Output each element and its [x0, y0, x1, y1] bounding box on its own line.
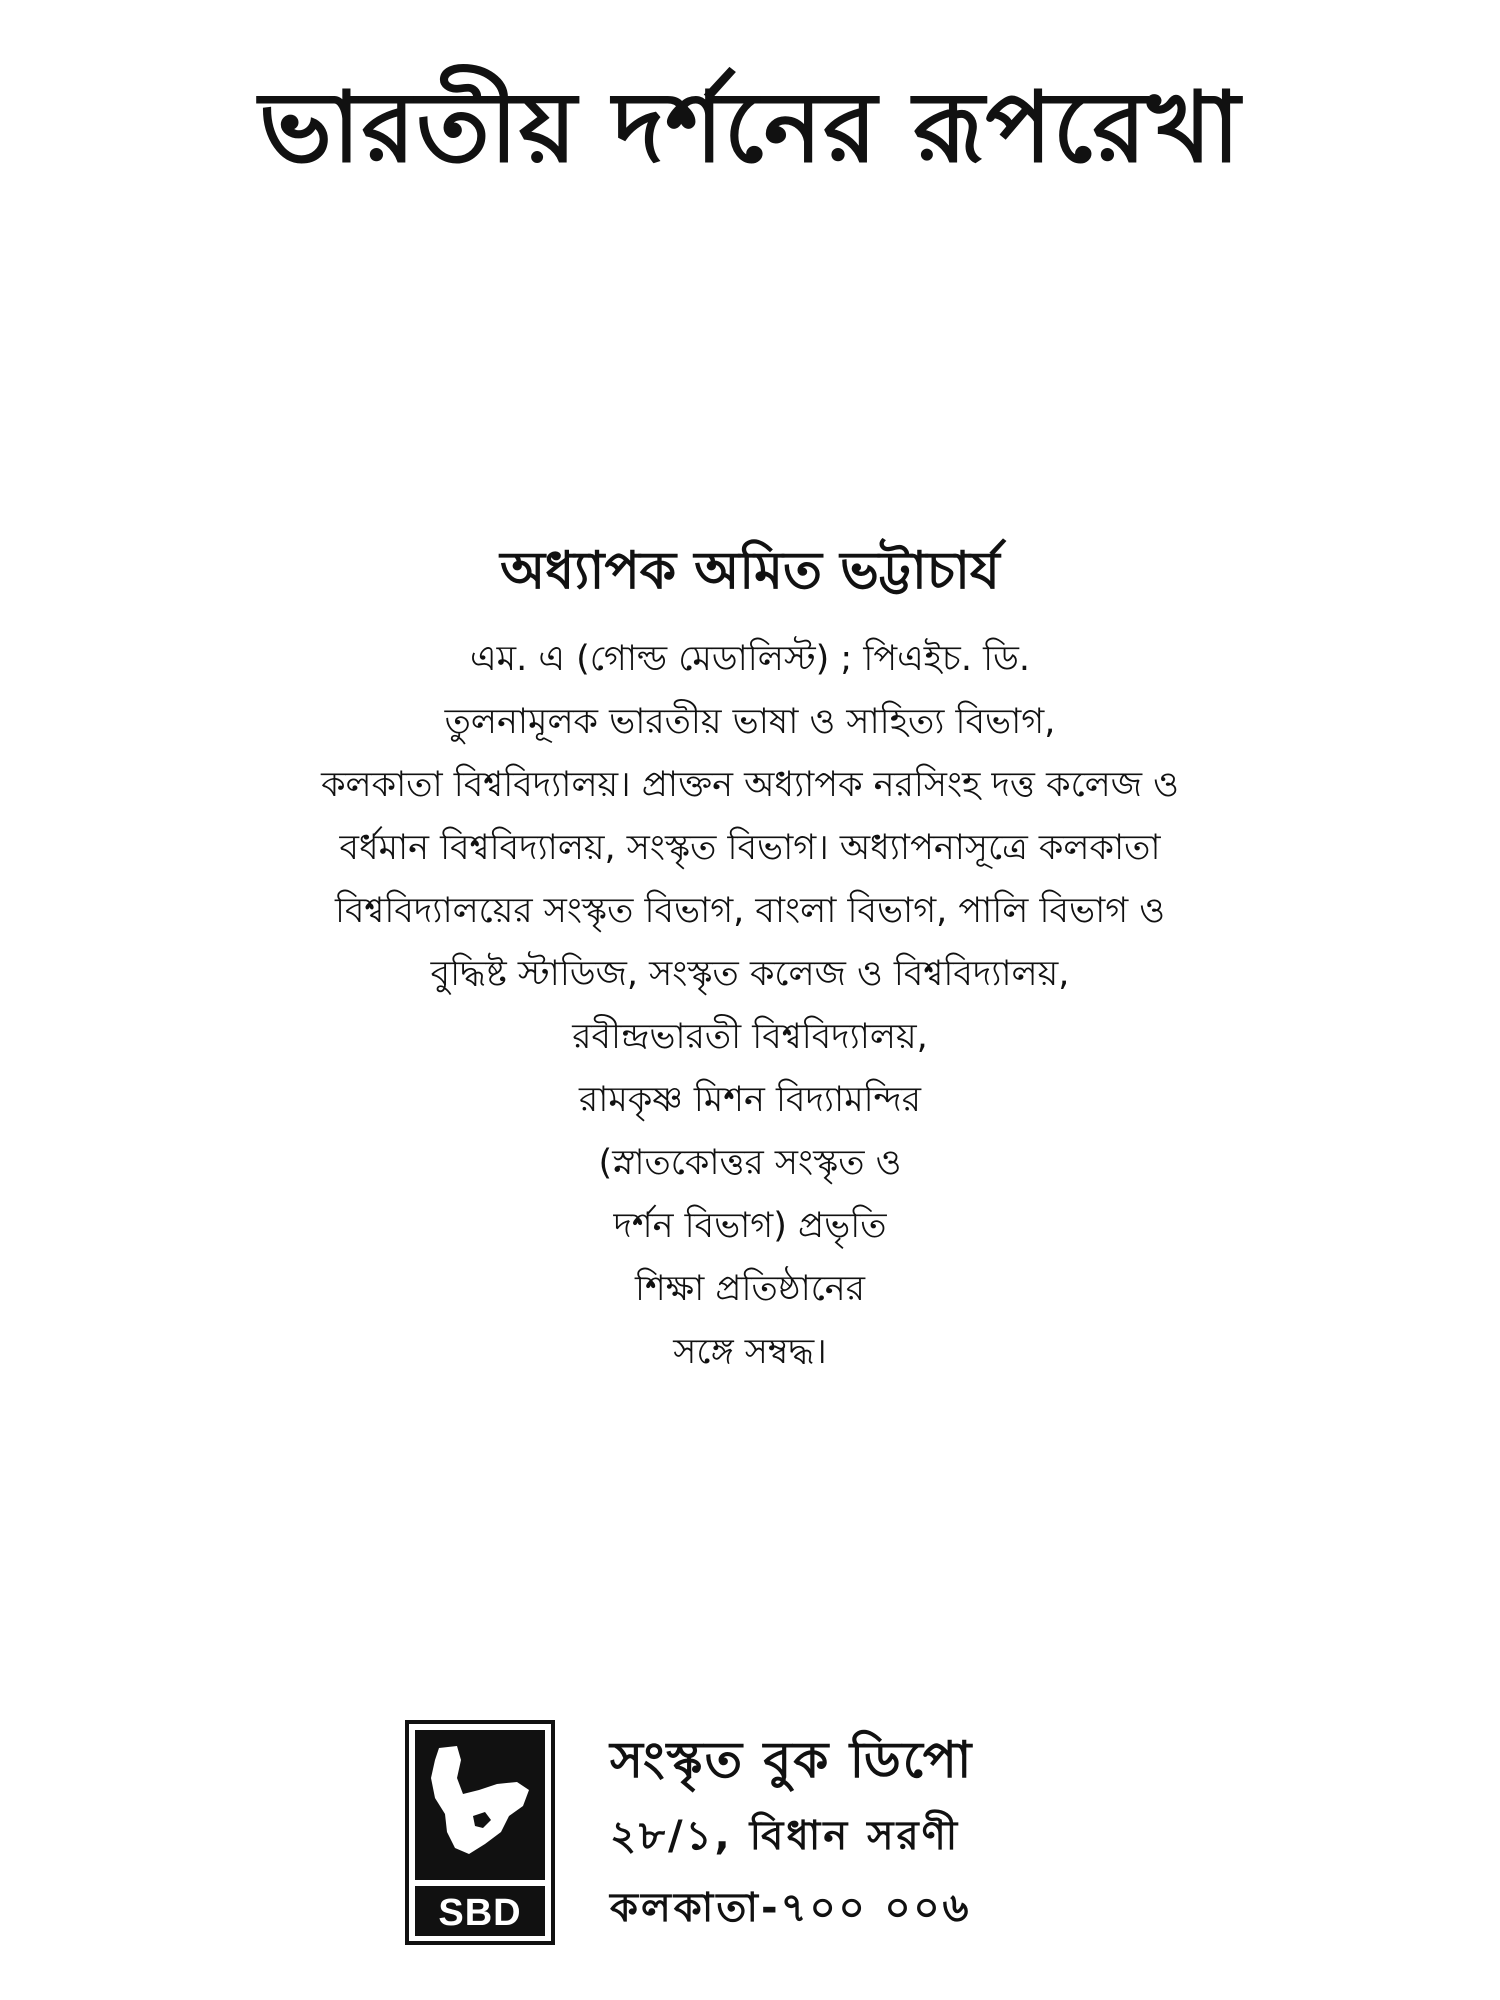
bio-line: রামকৃষ্ণ মিশন বিদ্যামন্দির [579, 1080, 921, 1120]
bio-line: বর্ধমান বিশ্ববিদ্যালয়, সংস্কৃত বিভাগ। অধ্যাপনাসূত্রে কলকাতা [339, 828, 1161, 868]
bio-line: বিশ্ববিদ্যালয়ের সংস্কৃত বিভাগ, বাংলা বিভাগ, পালি বিভাগ ও [334, 891, 1166, 931]
bio-line: সঙ্গে সম্বদ্ধ। [673, 1332, 827, 1372]
book-title: ভারতীয় দর্শনের রূপরেখা [258, 71, 1242, 185]
publisher-name: সংস্কৃত বুক ডিপো [610, 1731, 974, 1789]
bio-line: তুলনামূলক ভারতীয় ভাষা ও সাহিত্য বিভাগ, [444, 702, 1056, 742]
publisher-block [405, 1720, 1165, 1950]
bio-line: কলকাতা বিশ্ববিদ্যালয়। প্রাক্তন অধ্যাপক নরসিংহ দত্ত কলেজ ও [321, 765, 1179, 805]
logo-text: SBD [438, 1892, 522, 1934]
bio-line: দর্শন বিভাগ) প্রভৃতি [613, 1206, 887, 1246]
bio-line: শিক্ষা প্রতিষ্ঠানের [635, 1269, 865, 1309]
author-bio [250, 628, 1250, 1384]
author-name: অধ্যাপক অমিত ভট্টাচার্য [500, 541, 1000, 601]
publisher-logo-icon [405, 1720, 555, 1945]
publisher-info [610, 1720, 1170, 1944]
bio-line: (স্নাতকোত্তর সংস্কৃত ও [598, 1143, 902, 1183]
bio-line: বুদ্ধিষ্ট স্টাডিজ, সংস্কৃত কলেজ ও বিশ্ববিদ্যালয়, [430, 954, 1070, 994]
publisher-city: কলকাতা-৭০০ ০০৬ [610, 1885, 972, 1931]
bio-line: রবীন্দ্রভারতী বিশ্ববিদ্যালয়, [572, 1017, 928, 1057]
publisher-address: ২৮/১, বিধান সরণী [610, 1813, 961, 1859]
bio-line: এম. এ (গোল্ড মেডালিস্ট) ; পিএইচ. ডি. [470, 639, 1030, 679]
